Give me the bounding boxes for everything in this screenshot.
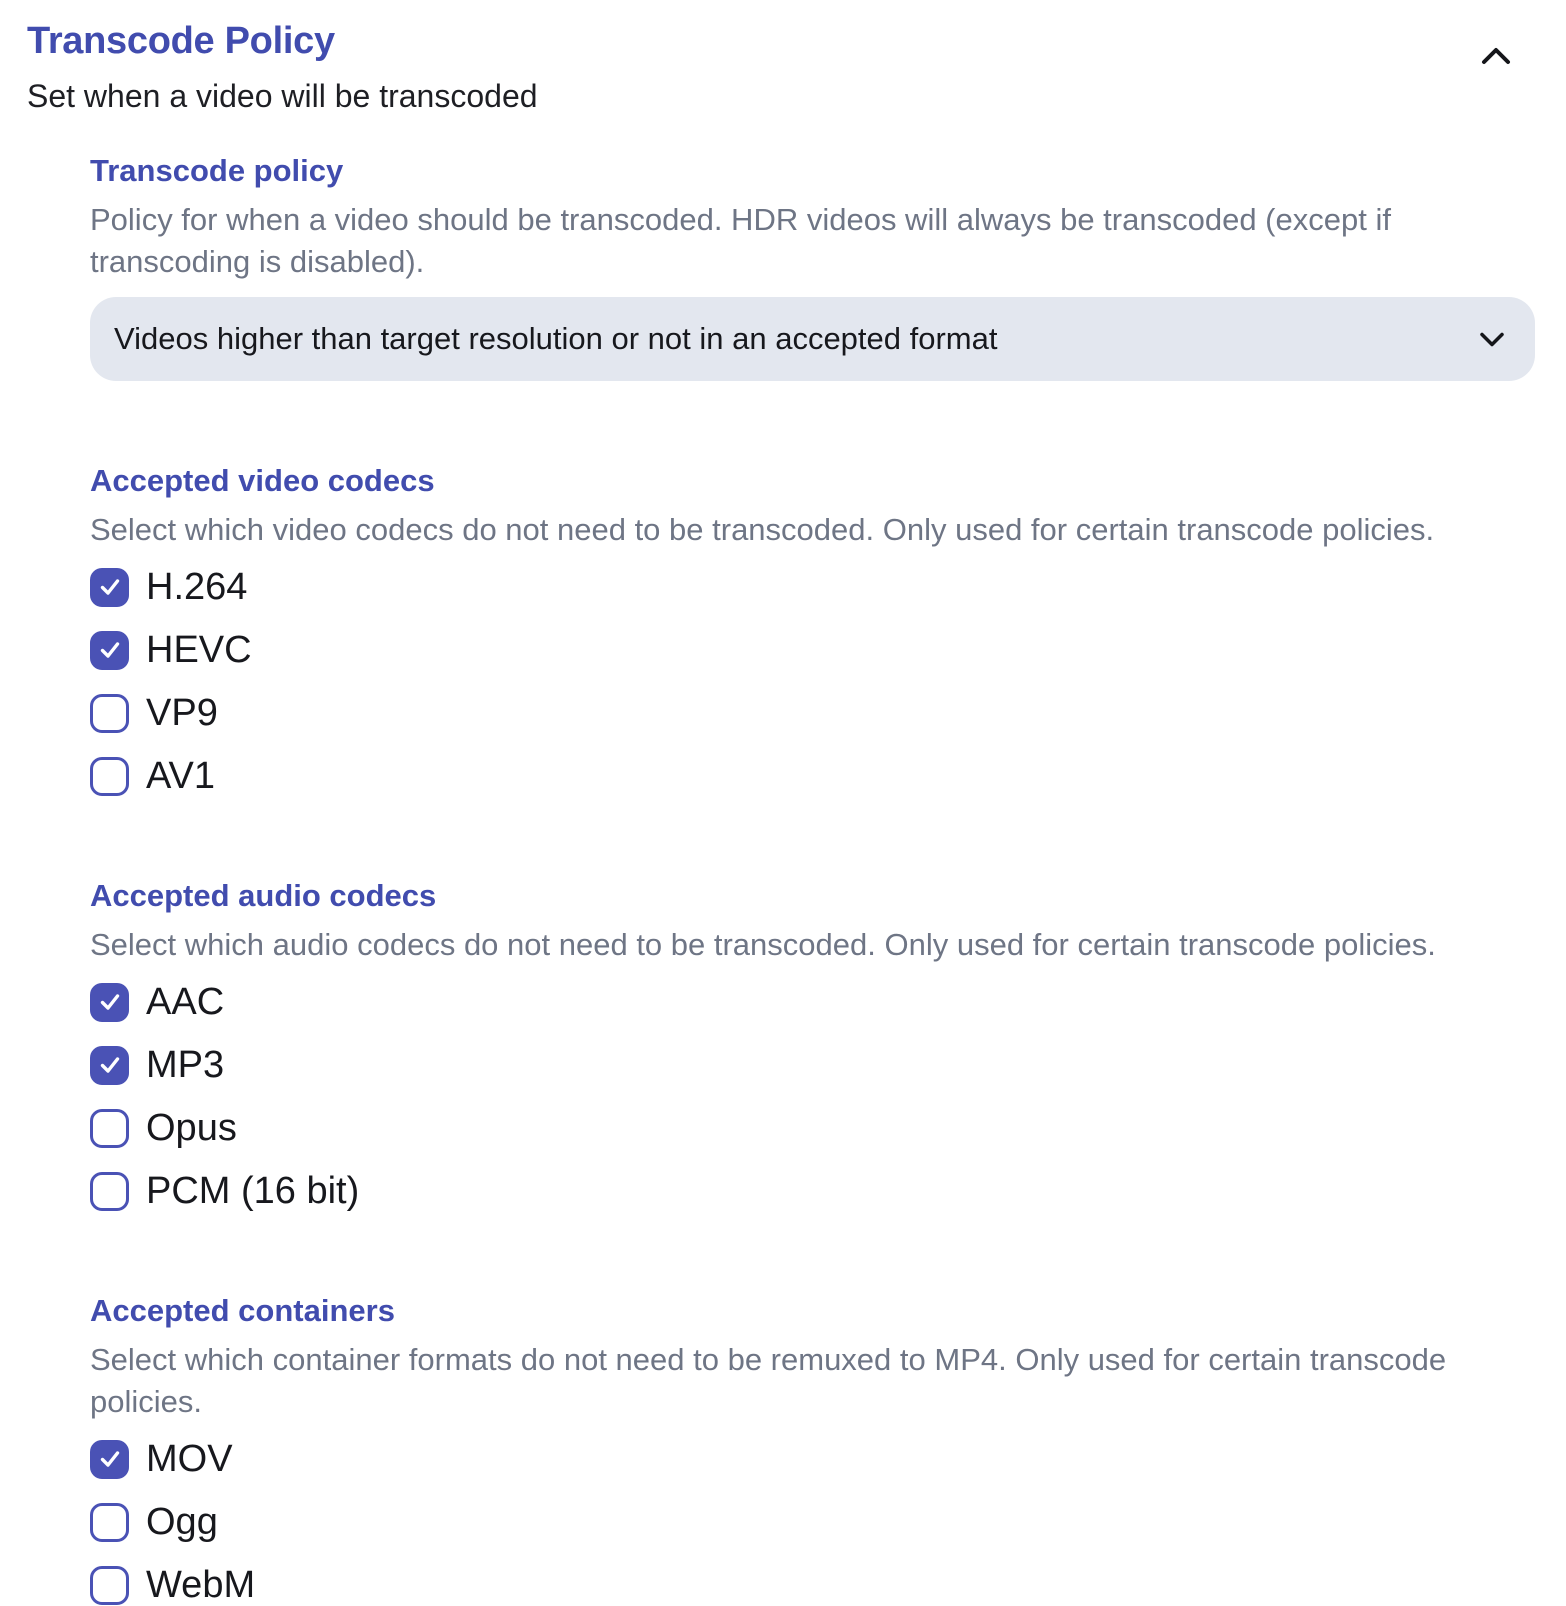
checkbox-label: MP3 xyxy=(146,1044,225,1086)
option-h264[interactable] xyxy=(90,567,247,607)
checkbox[interactable] xyxy=(90,757,129,796)
checkbox-label: H.264 xyxy=(146,566,248,608)
chevron-down-icon xyxy=(1479,331,1505,348)
panel-title: Transcode Policy xyxy=(27,20,335,62)
checkbox-label: WebM xyxy=(146,1564,256,1606)
checkbox[interactable] xyxy=(90,983,129,1022)
checkbox[interactable] xyxy=(90,1503,129,1542)
option-vp9[interactable] xyxy=(90,693,218,733)
option-mp3[interactable] xyxy=(90,1045,224,1085)
checkbox-label: AAC xyxy=(146,981,225,1023)
option-pcm-16-bit[interactable] xyxy=(90,1171,359,1211)
checkbox-label: Ogg xyxy=(146,1501,218,1543)
checkbox[interactable] xyxy=(90,1566,129,1605)
setting-accepted-audio-codecs xyxy=(90,876,1539,1211)
panel-header xyxy=(27,18,1539,115)
checkbox[interactable] xyxy=(90,631,129,670)
checkbox-label: Opus xyxy=(146,1107,237,1149)
setting-label: Accepted video codecs xyxy=(90,463,435,498)
checkbox-label: VP9 xyxy=(146,692,218,734)
checkbox-label: HEVC xyxy=(146,629,252,671)
checkmark-icon xyxy=(98,990,122,1014)
setting-label: Accepted audio codecs xyxy=(90,878,437,913)
setting-accepted-containers xyxy=(90,1291,1539,1605)
checkbox[interactable] xyxy=(90,1440,129,1479)
setting-label: Transcode policy xyxy=(90,153,344,188)
setting-description: Policy for when a video should be transcoded. HDR videos will always be transcoded (except if transcoding is disabled). xyxy=(90,202,1391,279)
option-mov[interactable] xyxy=(90,1439,233,1479)
collapse-section-button[interactable] xyxy=(1476,42,1516,70)
checkbox-label: AV1 xyxy=(146,755,216,797)
checkbox-label: PCM (16 bit) xyxy=(146,1170,360,1212)
option-aac[interactable] xyxy=(90,982,224,1022)
option-ogg[interactable] xyxy=(90,1502,218,1542)
panel-subtitle: Set when a video will be transcoded xyxy=(27,78,538,114)
setting-label: Accepted containers xyxy=(90,1293,395,1328)
checkbox[interactable] xyxy=(90,1172,129,1211)
checkmark-icon xyxy=(98,638,122,662)
checkbox[interactable] xyxy=(90,568,129,607)
chevron-up-icon xyxy=(1480,46,1512,66)
checkbox[interactable] xyxy=(90,694,129,733)
checkbox-label: MOV xyxy=(146,1438,233,1480)
setting-description: Select which audio codecs do not need to be transcoded. Only used for certain transcode policies. xyxy=(90,927,1436,962)
setting-description: Select which video codecs do not need to be transcoded. Only used for certain transcode policies. xyxy=(90,512,1435,547)
checkbox-group-audio-codecs xyxy=(90,982,1539,1211)
select-selected-value: Videos higher than target resolution or not in an accepted format xyxy=(114,321,998,356)
setting-accepted-video-codecs xyxy=(90,461,1539,796)
option-opus[interactable] xyxy=(90,1108,237,1148)
transcode-policy-select[interactable] xyxy=(90,297,1535,381)
checkmark-icon xyxy=(98,1053,122,1077)
checkbox[interactable] xyxy=(90,1109,129,1148)
option-hevc[interactable] xyxy=(90,630,252,670)
checkmark-icon xyxy=(98,575,122,599)
checkbox-group-containers xyxy=(90,1439,1539,1605)
option-av1[interactable] xyxy=(90,756,215,796)
checkbox[interactable] xyxy=(90,1046,129,1085)
panel-body xyxy=(27,151,1539,1605)
checkbox-group-video-codecs xyxy=(90,567,1539,796)
setting-transcode-policy xyxy=(90,151,1539,381)
setting-description: Select which container formats do not need to be remuxed to MP4. Only used for certain transcode policies. xyxy=(90,1342,1447,1419)
checkmark-icon xyxy=(98,1447,122,1471)
option-webm[interactable] xyxy=(90,1565,255,1605)
